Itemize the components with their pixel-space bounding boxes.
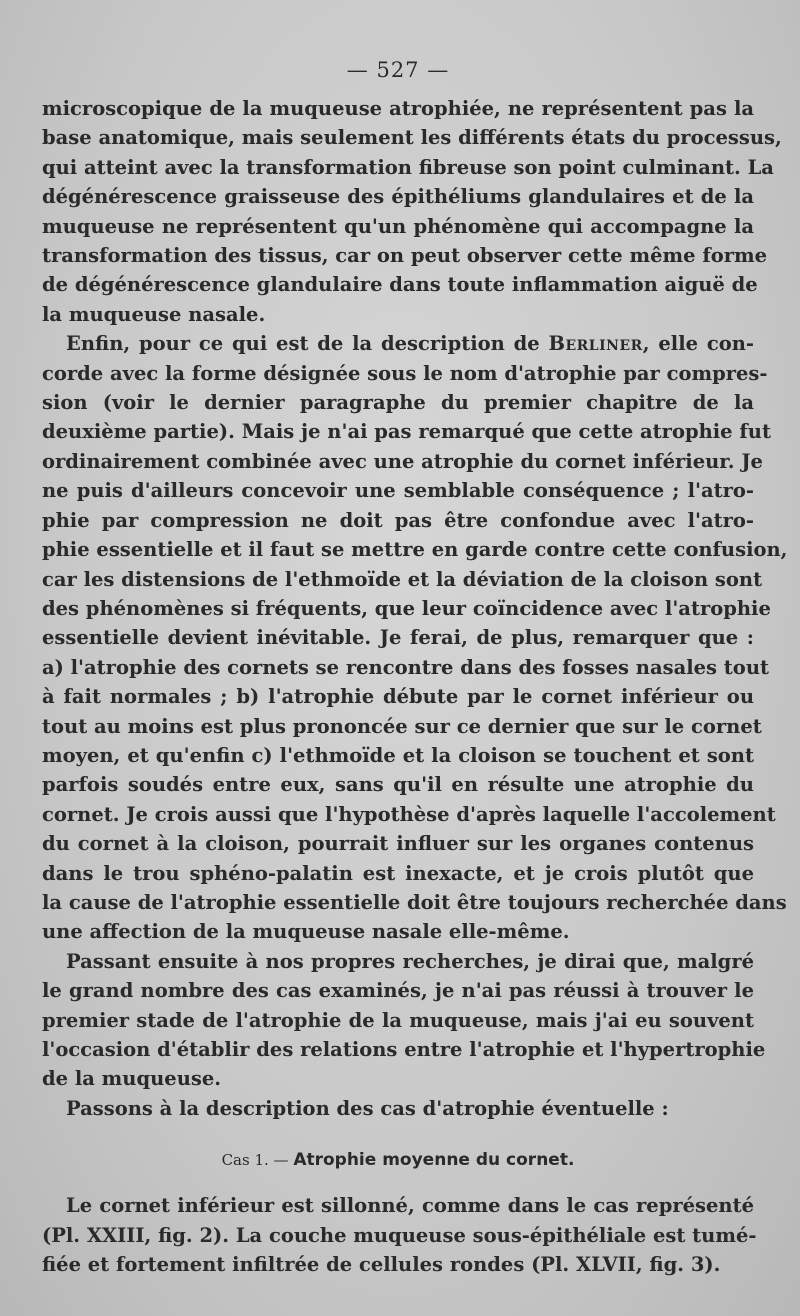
text-line: fiée et fortement infiltrée de cellules rondes (Pl. XLVII, fig. 3). — [42, 1253, 721, 1277]
text-line: essentielle devient inévitable. Je ferai, de plus, remarquer que : — [42, 626, 754, 650]
text-line: car les distensions de l'ethmoïde et la déviation de la cloison sont — [42, 567, 763, 591]
text-line: transformation des tissus, car on peut observer cette même forme — [42, 244, 768, 268]
text-line: de la muqueuse. — [42, 1067, 222, 1091]
text-line: le grand nombre des cas examinés, je n'ai pas réussi à trouver le — [42, 979, 754, 1003]
text-fragment: , elle con- — [642, 332, 754, 356]
text-line: de dégénérescence glandulaire dans toute inflammation aiguë de — [42, 273, 758, 297]
text-line: du cornet à la cloison, pourrait influer sur les organes contenus — [42, 832, 754, 856]
text-line: sion (voir le dernier paragraphe du premier chapitre de la — [42, 391, 754, 415]
text-line: tout au moins est plus prononcée sur ce dernier que sur le cornet — [42, 714, 762, 738]
text-line-first — [42, 329, 754, 358]
text-line: a) l'atrophie des cornets se rencontre dans des fosses nasales tout — [42, 655, 770, 679]
text-line: Le cornet inférieur est sillonné, comme dans le cas représenté — [66, 1194, 754, 1218]
case-title: Atrophie moyenne du cornet. — [293, 1150, 575, 1171]
paragraph-4 — [42, 1094, 754, 1123]
paragraph-2 — [42, 329, 788, 947]
text-line: la cause de l'atrophie essentielle doit être toujours recherchée dans — [42, 890, 787, 914]
text-line: microscopique de la muqueuse atrophiée, ne représentent pas la — [42, 97, 754, 120]
text-line: phie essentielle et il faut se mettre en garde contre cette confusion, — [42, 538, 788, 562]
text-line: ordinairement combinée avec une atrophie du cornet inférieur. Je — [42, 449, 763, 473]
text-line: muqueuse ne représentent qu'un phénomène qui accompagne la — [42, 214, 754, 238]
text-line: (Pl. XXIII, fig. 2). La couche muqueuse sous-épithéliale est tumé- — [42, 1223, 757, 1247]
text-fragment: Enfin, pour ce qui est de la description de — [66, 332, 549, 356]
case-label: Cas 1. — — [221, 1151, 294, 1170]
text-line: la muqueuse nasale. — [42, 302, 266, 326]
paragraph-1 — [42, 94, 782, 329]
text-line: base anatomique, mais seulement les différents états du processus, — [42, 126, 782, 150]
text-line: dégénérescence graisseuse des épithéliums glandulaires et de la — [42, 185, 754, 209]
text-line: Passons à la description des cas d'atrophie éventuelle : — [66, 1096, 669, 1120]
text-line: dans le trou sphéno-palatin est inexacte, et je crois plutôt que — [42, 861, 754, 885]
text-line: qui atteint avec la transformation fibreuse son point culminant. La — [42, 155, 774, 179]
text-line: phie par compression ne doit pas être confondue avec l'atro- — [42, 508, 754, 532]
text-line: moyen, et qu'enfin c) l'ethmoïde et la cloison se touchent et sont — [42, 743, 754, 767]
text-line: Passant ensuite à nos propres recherches, je dirai que, malgré — [66, 949, 754, 973]
text-line: à fait normales ; b) l'atrophie débute par le cornet inférieur ou — [42, 685, 754, 709]
text-line: des phénomènes si fréquents, que leur coïncidence avec l'atrophie — [42, 596, 771, 620]
text-line: cornet. Je crois aussi que l'hypothèse d'après laquelle l'accolement — [42, 802, 776, 826]
text-line: parfois soudés entre eux, sans qu'il en résulte une atrophie du — [42, 773, 754, 797]
paragraph-5 — [42, 1191, 757, 1279]
text-line: l'occasion d'établir des relations entre l'atrophie et l'hypertrophie — [42, 1038, 766, 1061]
text-line: ne puis d'ailleurs concevoir une semblable conséquence ; l'atro- — [42, 479, 754, 503]
text-line: corde avec la forme désignée sous le nom d'atrophie par compres- — [42, 361, 768, 385]
author-name: Berliner — [548, 332, 643, 356]
text-line: une affection de la muqueuse nasale elle-même. — [42, 920, 570, 944]
text-line: deuxième partie). Mais je n'ai pas remarqué que cette atrophie fut — [42, 420, 771, 444]
text-line: premier stade de l'atrophie de la muqueuse, mais j'ai eu souvent — [42, 1008, 754, 1032]
case-heading — [42, 1147, 754, 1173]
paragraph-3 — [42, 947, 766, 1094]
page-number: — 527 — — [346, 58, 450, 82]
